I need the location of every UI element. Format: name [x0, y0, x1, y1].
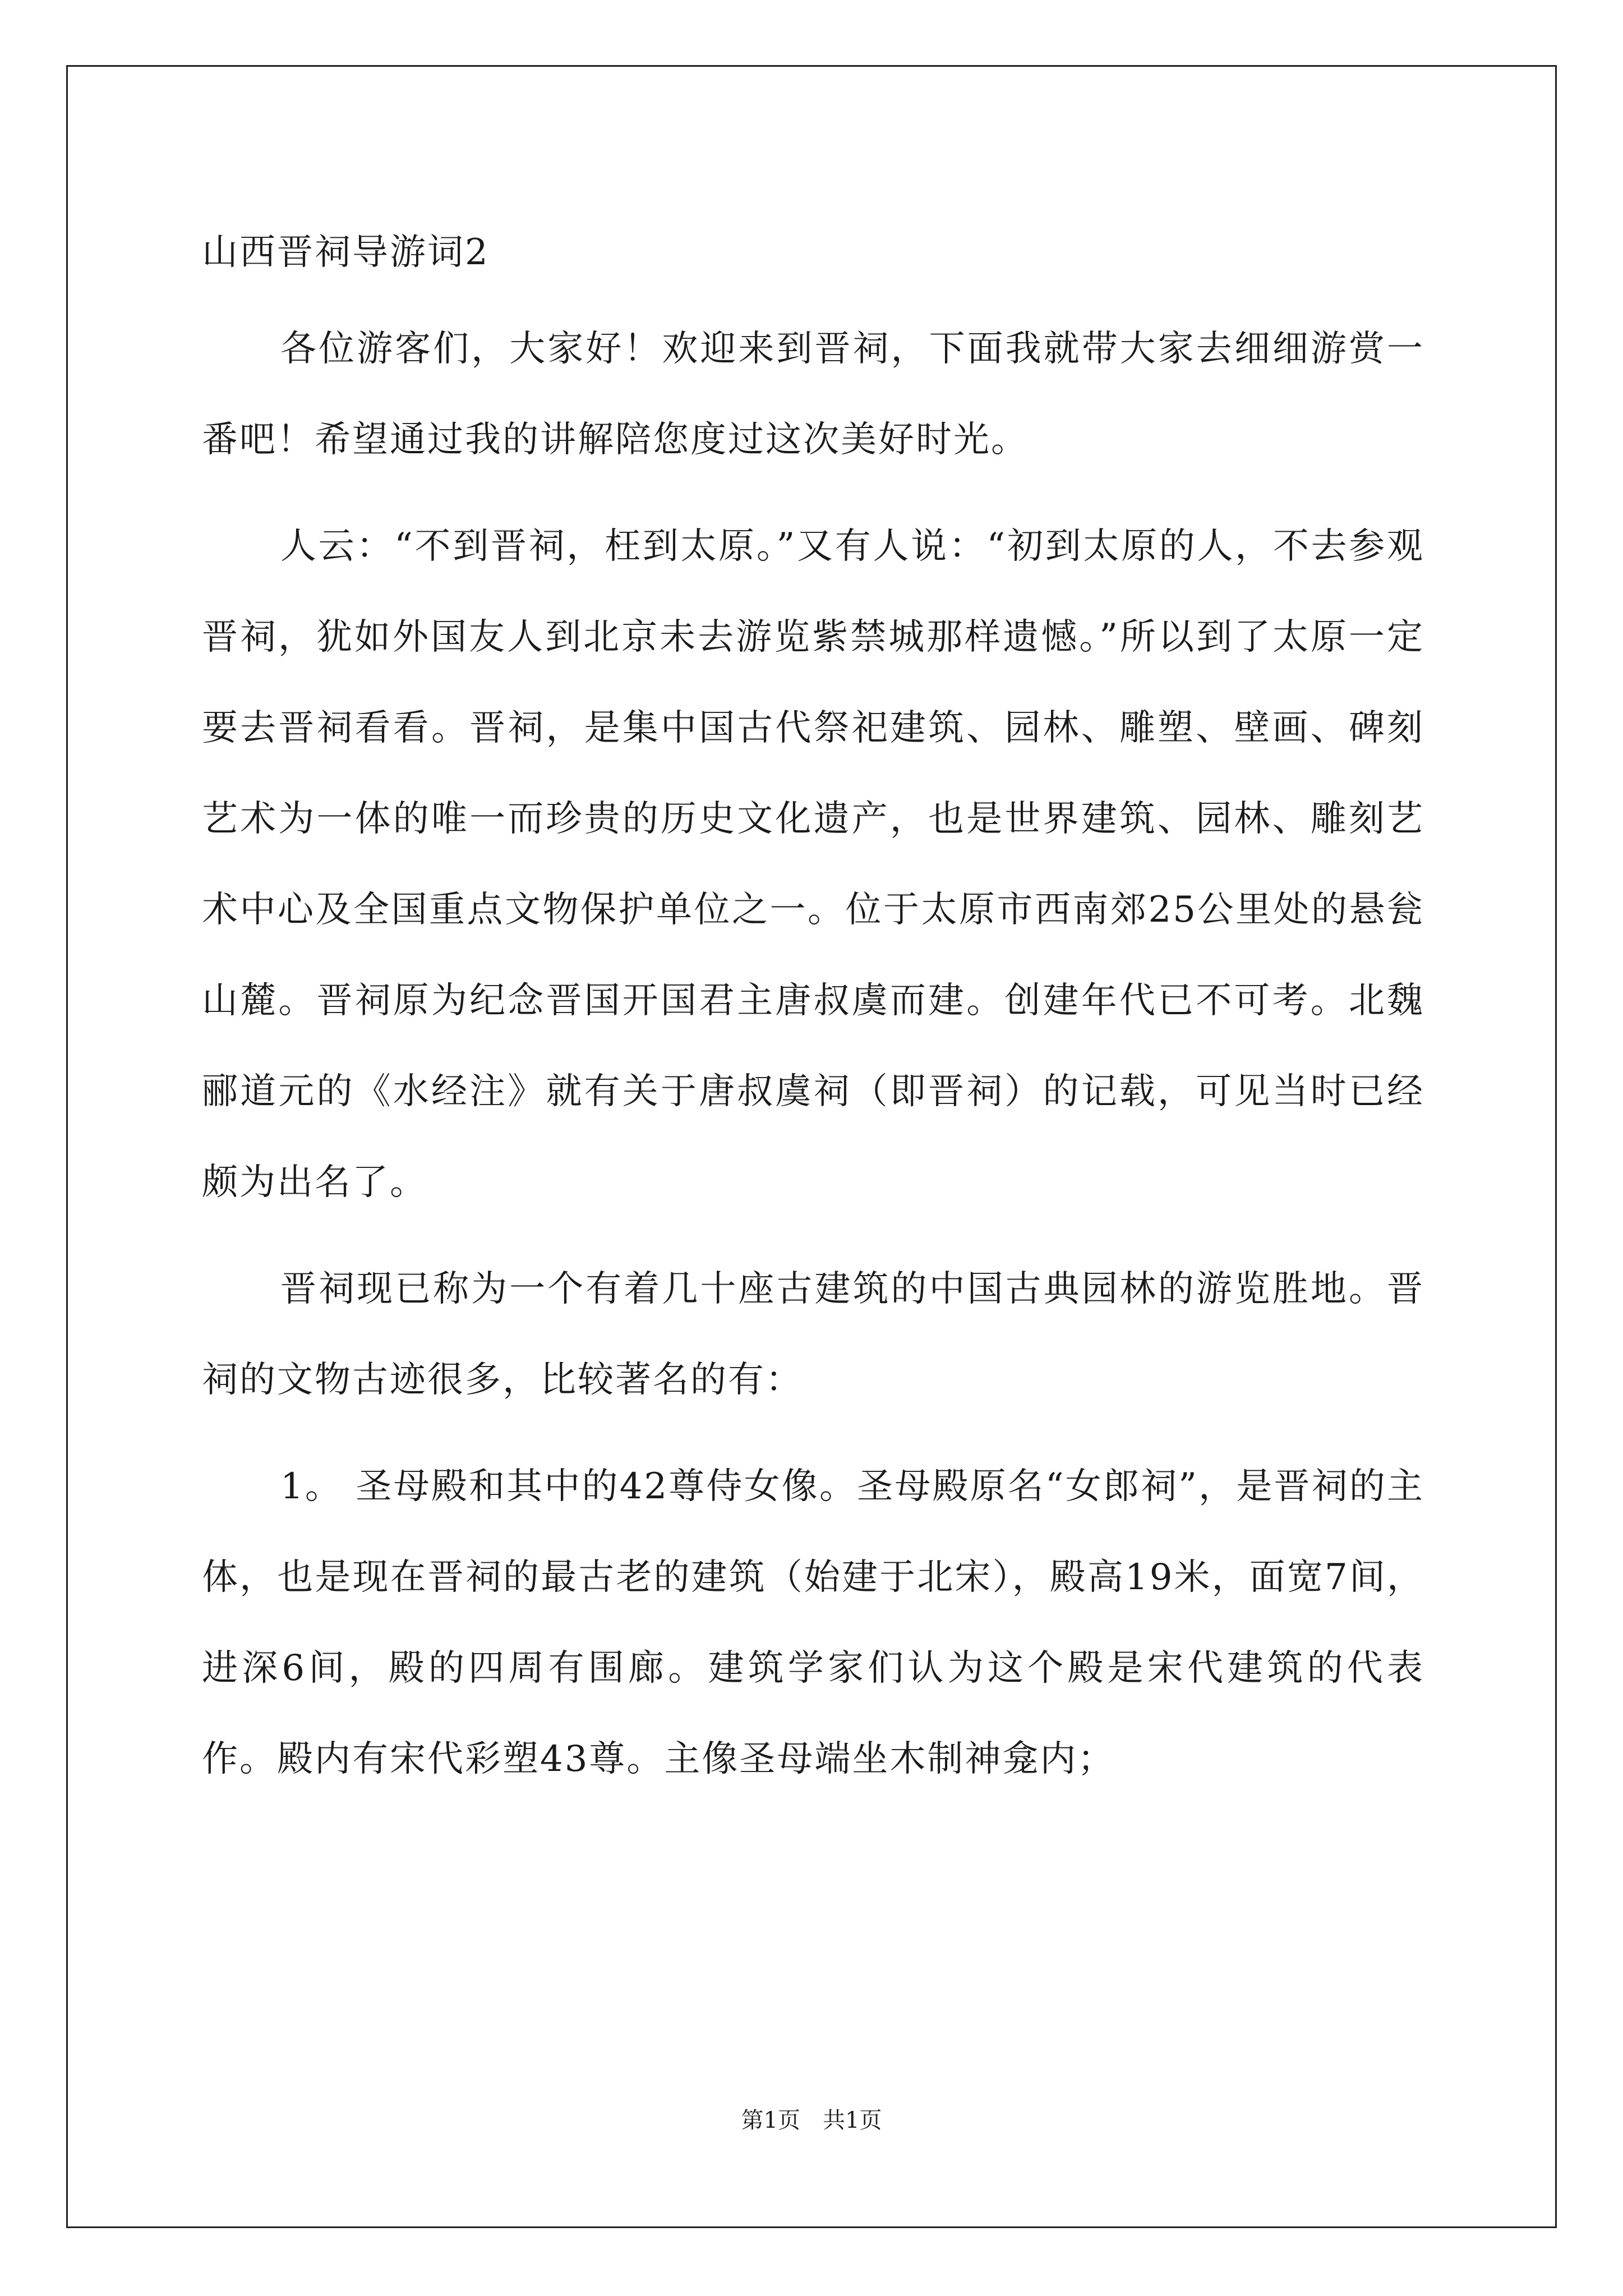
page-footer: 第1页 共1页 [741, 2108, 882, 2133]
paragraph-attractions: 晋祠现已称为一个有着几十座古建筑的中国古典园林的游览胜地。晋祠的文物古迹很多，比较著名的有： [202, 1268, 1424, 1401]
paragraph-shengmu-hall: 1。 圣母殿和其中的42尊侍女像。圣母殿原名“女郎祠”，是晋祠的主体，也是现在晋祠的最古老的建筑（始建于北宋），殿高19米，面宽7间，进深6间，殿的四周有围廊。建筑学家们认为这个殿是宋代建筑的代表作。殿内有宋代彩塑43尊。主像圣母端坐木制神龛内； [202, 1466, 1424, 1780]
paragraph-greeting: 各位游客们，大家好！欢迎来到晋祠，下面我就带大家去细细游赏一番吧！希望通过我的讲解陪您度过这次美好时光。 [202, 328, 1424, 461]
document-body [202, 222, 1424, 1805]
paragraph-introduction: 人云：“不到晋祠，枉到太原。”又有人说：“初到太原的人，不去参观晋祠，犹如外国友人到北京未去游览紫禁城那样遗憾。”所以到了太原一定要去晋祠看看。晋祠，是集中国古代祭祀建筑、园林、雕塑、壁画、碑刻艺术为一体的唯一而珍贵的历史文化遗产，也是世界建筑、园林、雕刻艺术中心及全国重点文物保护单位之一。位于太原市西南郊25公里处的悬瓮山麓。晋祠原为纪念晋国开国君主唐叔虞而建。创建年代已不可考。北魏郦道元的《水经注》就有关于唐叔虞祠（即晋祠）的记载，可见当时已经颇为出名了。 [202, 526, 1424, 1203]
document-title: 山西晋祠导游词2 [202, 232, 490, 273]
